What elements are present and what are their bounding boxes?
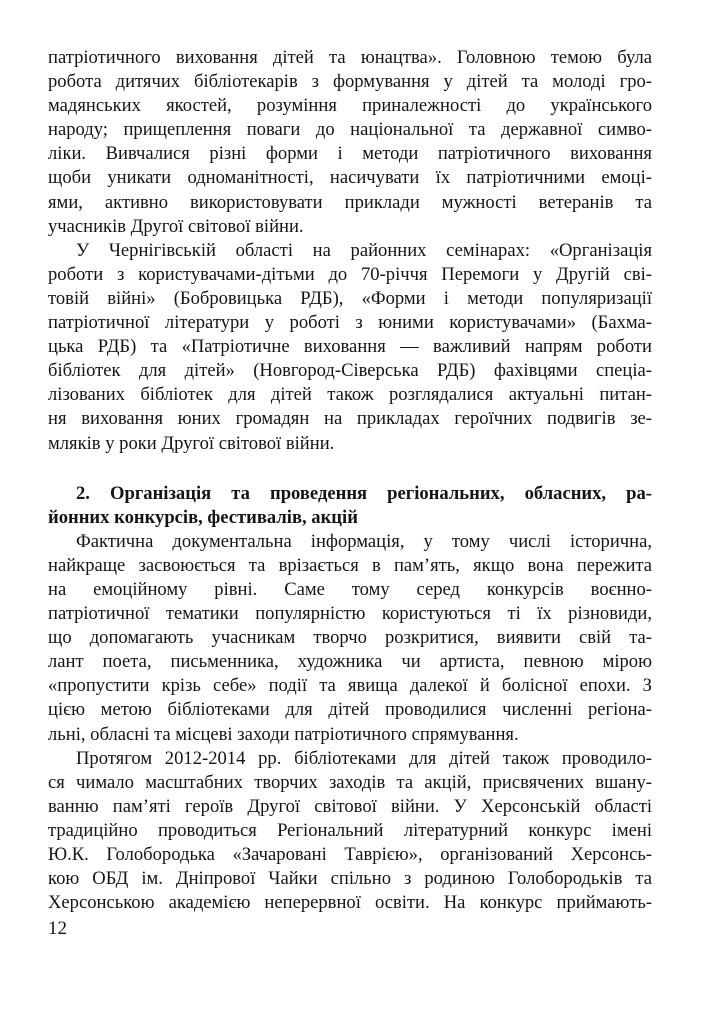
text-line: на емоційному рівні. Саме тому серед конкурсів воєнно- — [48, 578, 652, 600]
heading-line: йонних конкурсів, фестивалів, акцій — [48, 506, 358, 528]
text-line: мляків у роки Другої світової війни. — [48, 432, 335, 454]
text-line: народу; прищеплення поваги до національної та державної симво- — [48, 119, 652, 141]
section-heading — [48, 482, 652, 530]
text-line: патріотичної літератури у роботі з юними користувачами» (Бахма- — [48, 312, 652, 334]
page-body — [48, 46, 652, 915]
text-line: бібліотек для дітей» (Новгород-Сіверська РДБ) фахівцями спеціа- — [48, 360, 652, 382]
paragraph — [48, 239, 652, 456]
text-line: «пропустити крізь себе» події та явища далекої й болісної епохи. З — [48, 675, 652, 697]
page-number: 12 — [48, 918, 67, 939]
text-line: Фактична документальна інформація, у тому числі історична, — [76, 530, 652, 552]
text-line: ня виховання юних громадян на прикладах героїчних подвигів зе- — [48, 408, 652, 430]
section-spacer — [48, 456, 652, 482]
text-line: ся чимало масштабних творчих заходів та акцій, присвячених вшану- — [48, 771, 652, 793]
text-line: льні, обласні та місцеві заходи патріотичного спрямування. — [48, 723, 519, 745]
text-line: ванню пам’яті героїв Другої світової війни. У Херсонській області — [48, 795, 652, 817]
text-line: традиційно проводиться Регіональний літературний конкурс імені — [48, 819, 652, 841]
text-line: що допомагають учасникам творчо розкритися, виявити свій та- — [48, 627, 652, 649]
text-line: ями, активно використовувати приклади мужності ветеранів та — [48, 191, 652, 213]
text-line: щоби уникати одноманітності, насичувати їх патріотичними емоці- — [48, 167, 652, 189]
text-line: мадянських якостей, розуміння приналежності до українського — [48, 95, 652, 117]
text-line: найкраще засвоюється та врізається в пам’ять, якщо вона пережита — [48, 554, 652, 576]
text-line: роботи з користувачами-дітьми до 70-річчя Перемоги у Другій сві- — [48, 263, 652, 285]
text-line: патріотичної тематики популярністю користуються ті їх різновиди, — [48, 603, 652, 625]
text-line: Ю.К. Голобородька «Зачаровані Таврією», організований Херсонсь- — [48, 844, 652, 865]
text-line: цією метою бібліотеками для дітей проводилися численні регіона- — [48, 699, 652, 721]
text-line: кою ОБД ім. Дніпрової Чайки спільно з родиною Голобородьків та — [48, 868, 652, 890]
text-line: робота дитячих бібліотекарів з формування у дітей та молоді гро- — [48, 71, 652, 93]
paragraph — [48, 747, 652, 916]
text-line: Херсонською академією неперервної освіти. На конкурс приймають- — [48, 892, 652, 914]
text-line: Протягом 2012-2014 рр. бібліотеками для дітей також проводило- — [76, 747, 652, 769]
text-line: товій війні» (Бобровицька РДБ), «Форми і методи популяризації — [48, 287, 652, 309]
heading-line: 2. Організація та проведення регіональних, обласних, ра- — [76, 482, 652, 504]
paragraph — [48, 46, 652, 239]
text-line: лізованих бібліотек для дітей також розглядалися актуальні питан- — [48, 384, 652, 406]
text-line: У Чернігівській області на районних семінарах: «Організація — [76, 239, 652, 261]
text-line: учасників Другої світової війни. — [48, 215, 304, 237]
text-line: патріотичного виховання дітей та юнацтва». Головною темою була — [48, 47, 652, 68]
paragraph — [48, 530, 652, 747]
text-line: ліки. Вивчалися різні форми і методи патріотичного виховання — [48, 143, 652, 165]
text-line: лант поета, письменника, художника чи артиста, певною мірою — [48, 651, 652, 673]
text-line: цька РДБ) та «Патріотичне виховання — важливий напрям роботи — [48, 336, 652, 358]
